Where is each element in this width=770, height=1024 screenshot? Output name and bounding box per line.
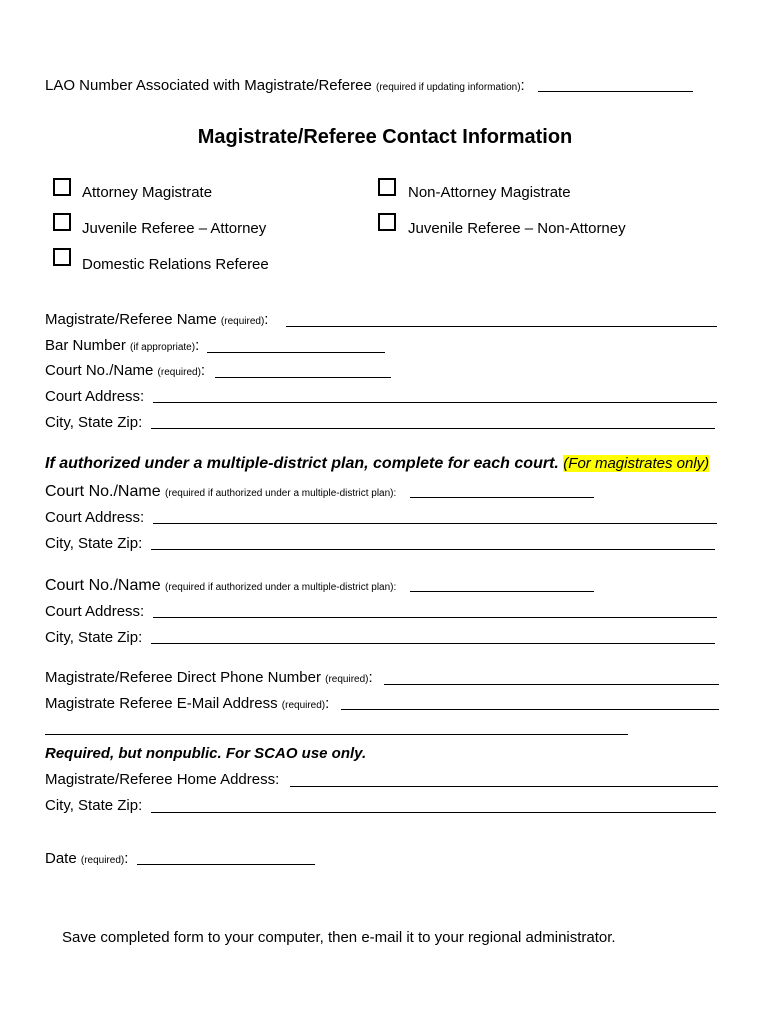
lao-label-text: LAO Number Associated with Magistrate/Referee [45,77,372,94]
home-address-label: Magistrate/Referee Home Address: [45,771,280,788]
multi-court-2-note: (required if authorized under a multiple-district plan): [165,582,397,593]
home-city-label: City, State Zip: [45,797,143,814]
lao-colon: : [520,77,525,94]
email-note: (required) [281,700,326,711]
court-field[interactable] [215,377,391,378]
court-colon: : [200,362,206,379]
multi-court-1-note: (required if authorized under a multiple-district plan): [165,488,397,499]
non-attorney-magistrate-checkbox[interactable] [378,178,396,196]
attorney-magistrate-checkbox[interactable] [53,178,71,196]
date-label-text: Date [45,850,77,867]
multi-city-1-field[interactable] [151,549,715,550]
domestic-relations-referee-checkbox[interactable] [53,248,71,266]
lao-label [45,77,525,97]
phone-field[interactable] [384,684,719,685]
bar-number-field[interactable] [207,352,385,353]
attorney-magistrate-label: Attorney Magistrate [82,184,213,201]
bar-label-text: Bar Number [45,337,126,354]
court-address-label: Court Address: [45,388,145,405]
name-field-label [45,311,268,331]
juvenile-referee-attorney-label: Juvenile Referee – Attorney [82,220,267,237]
court-field-label [45,362,205,382]
name-colon: : [264,311,269,328]
juvenile-referee-attorney-checkbox[interactable] [53,213,71,231]
date-field[interactable] [137,864,315,865]
city-state-zip-field[interactable] [151,428,715,429]
multi-city-2-label: City, State Zip: [45,629,143,646]
name-label-text: Magistrate/Referee Name [45,311,217,328]
multi-court-1-label-text: Court No./Name [45,483,161,500]
court-address-field[interactable] [153,402,717,403]
non-attorney-magistrate-label: Non-Attorney Magistrate [408,184,571,201]
city-state-zip-label: City, State Zip: [45,414,143,431]
email-label-text: Magistrate Referee E-Mail Address [45,695,278,712]
bar-colon: : [195,337,200,354]
multi-court-2-label-text: Court No./Name [45,577,161,594]
multi-heading-text: If authorized under a multiple-district plan, complete for each court. [45,455,559,472]
multi-address-2-field[interactable] [153,617,717,618]
home-address-field[interactable] [290,786,718,787]
juvenile-referee-non-attorney-checkbox[interactable] [378,213,396,231]
phone-colon: : [368,669,373,686]
page-title: Magistrate/Referee Contact Information [197,126,573,148]
phone-label [45,669,373,689]
name-note: (required) [220,316,265,327]
multi-court-2-label [45,576,396,598]
multi-court-2-field[interactable] [410,591,594,592]
lao-note: (required if updating information) [376,82,521,93]
bar-note: (if appropriate) [130,342,196,353]
juvenile-referee-non-attorney-label: Juvenile Referee – Non-Attorney [408,220,626,237]
phone-note: (required) [325,674,369,685]
date-label [45,850,128,870]
nonpublic-heading: Required, but nonpublic. For SCAO use only. [45,745,367,762]
magistrates-only-highlight: (For magistrates only) [563,455,710,472]
court-note: (required) [157,367,201,378]
multi-court-1-label [45,482,396,504]
multi-city-1-label: City, State Zip: [45,535,143,552]
multi-district-heading [45,454,709,474]
domestic-relations-referee-label: Domestic Relations Referee [82,256,269,273]
footer-instruction: Save completed form to your computer, then e-mail it to your regional administrator. [62,929,616,946]
home-city-field[interactable] [151,812,716,813]
lao-number-field[interactable] [538,91,693,92]
multi-address-1-field[interactable] [153,523,717,524]
multi-address-2-label: Court Address: [45,603,145,620]
court-label-text: Court No./Name [45,362,154,379]
date-colon: : [124,850,129,867]
multi-court-1-field[interactable] [410,497,594,498]
email-field[interactable] [341,709,719,710]
email-colon: : [325,695,330,712]
email-field-continuation[interactable] [45,734,628,735]
multi-city-2-field[interactable] [151,643,715,644]
name-field[interactable] [286,326,717,327]
multi-address-1-label: Court Address: [45,509,145,526]
phone-label-text: Magistrate/Referee Direct Phone Number [45,669,321,686]
date-note: (required) [80,855,125,866]
email-label [45,695,329,715]
bar-field-label [45,337,199,357]
